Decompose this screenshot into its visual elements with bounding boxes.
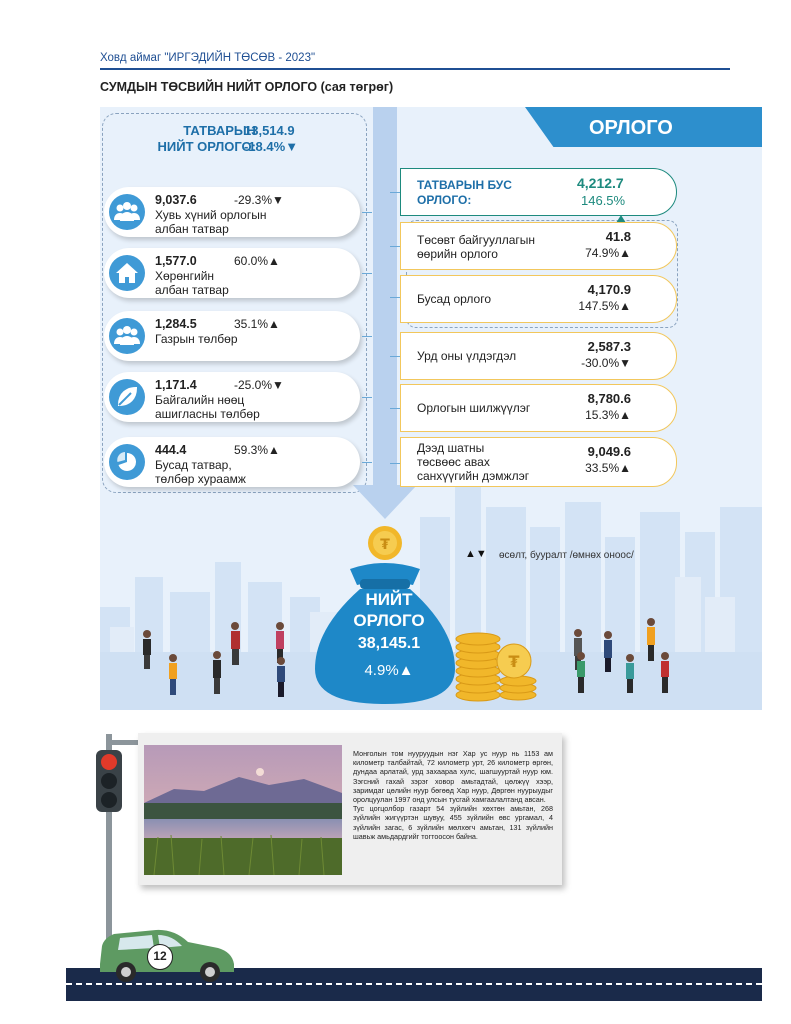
red-lamp-icon	[101, 754, 117, 770]
revenue-item-name-line2: өөрийн орлого	[417, 247, 498, 261]
tax-item-value: 9,037.6	[155, 193, 197, 207]
tax-total-label-line1: ТАТВАРЫН	[183, 123, 256, 138]
nontax-revenue-change: 146.5%	[581, 193, 626, 208]
yellow-lamp-icon	[101, 773, 117, 789]
revenue-item-name-line2: төсвөөс авах	[417, 455, 490, 469]
tax-item-name-line2: төлбөр хураамж	[155, 472, 246, 486]
tax-item-name-line2: албан татвар	[155, 283, 229, 297]
revenue-item-value: 9,049.6	[587, 444, 631, 459]
tax-item-name-line1: Байгалийн нөөц	[155, 393, 245, 407]
tax-item-name-line2: албан татвар	[155, 222, 229, 236]
tax-item-change: 35.1%▲	[234, 317, 280, 331]
lake-photo	[144, 745, 342, 875]
traffic-light-arm	[106, 740, 142, 745]
tax-item-name-line1: Хувь хүний орлогын	[155, 208, 267, 222]
info-text	[353, 749, 553, 841]
nontax-label-line1: ТАТВАРЫН БУС	[417, 178, 512, 192]
revenue-item-value: 4,170.9	[587, 282, 631, 297]
legend-text: өсөлт, бууралт /өмнөх оноос/	[499, 550, 634, 561]
document-header: Ховд аймаг "ИРГЭДИЙН ТӨСӨВ - 2023"	[100, 52, 316, 64]
tax-item-change: -29.3%▼	[234, 193, 284, 207]
info-paragraph: Монголын том нууруудын нэг Хар ус нуур нь 1153 ам километр талбайтай, 72 километр урт, 26 километр өргөн, дундаа арлатай, урд захаараа хулс, шагшууртай нуур юм. Зэгсний гахай зэрэг ховор амьтадтай, цөлжүү хээр, заримдаг цөлийн нуур бөгөөд Хар нуур, Дөргөн нуурыудыг оролцуулан 1997 онд улсын тусгай хамгаалалтанд авсан.	[353, 749, 553, 805]
total-revenue-change: 4.9%▲	[364, 662, 414, 679]
tax-total-value: 13,514.9	[244, 123, 295, 138]
tax-item-value: 1,284.5	[155, 317, 197, 331]
green-lamp-icon	[101, 792, 117, 808]
tax-item-value: 1,171.4	[155, 378, 197, 392]
tax-item-change: -25.0%▼	[234, 378, 284, 392]
revenue-item-value: 2,587.3	[587, 339, 631, 354]
section-title: СУМДЫН ТӨСВИЙН НИЙТ ОРЛОГО (сая төгрөг)	[100, 80, 394, 94]
revenue-item-change: 74.9%▲	[585, 246, 631, 260]
revenue-item-change: 15.3%▲	[585, 408, 631, 422]
tax-total-change: -18.4%▼	[244, 139, 299, 154]
revenue-item-name-line1: Төсөвт байгууллагын	[417, 233, 536, 247]
tax-item-name-line1: Бусад татвар,	[155, 458, 232, 472]
svg-text:₮: ₮	[380, 537, 390, 553]
revenue-item-name-line3: санхүүгийн дэмжлэг	[417, 469, 530, 483]
revenue-item-change: -30.0%▼	[581, 356, 631, 370]
tax-item-value: 444.4	[155, 443, 187, 457]
revenue-item-name-line1: Бусад орлого	[417, 292, 492, 306]
total-revenue-value: 38,145.1	[357, 635, 421, 652]
revenue-tab-label: ОРЛОГО	[589, 117, 673, 139]
revenue-item-name-line1: Орлогын шилжүүлэг	[417, 401, 531, 415]
info-card	[138, 733, 562, 885]
total-revenue-label-line1: НИЙТ	[365, 590, 413, 609]
header-divider	[100, 68, 730, 70]
nontax-revenue-value: 4,212.7	[577, 175, 624, 191]
svg-text:₮: ₮	[508, 652, 520, 671]
revenue-item-name-line1: Урд оны үлдэгдэл	[417, 349, 517, 363]
page-number: 12	[147, 944, 173, 970]
tax-item-name-line1: Газрын төлбөр	[155, 332, 238, 346]
total-revenue-label-line2: ОРЛОГО	[353, 611, 425, 630]
revenue-item-change: 147.5%▲	[578, 299, 631, 313]
revenue-item-change: 33.5%▲	[585, 461, 631, 475]
revenue-item-value: 41.8	[605, 229, 631, 244]
revenue-infographic	[100, 107, 762, 710]
tax-item-value: 1,577.0	[155, 254, 197, 268]
revenue-item-name-line1: Дээд шатны	[417, 441, 485, 455]
tax-total-label-line2: НИЙТ ОРЛОГО:	[157, 139, 256, 154]
tax-item-change: 60.0%▲	[234, 254, 280, 268]
tax-item-name-line2: ашигласны төлбөр	[155, 407, 260, 421]
traffic-light-icon	[96, 750, 122, 812]
tax-item-name-line1: Хөрөнгийн	[155, 269, 215, 283]
legend-arrows-icon: ▲▼	[465, 548, 487, 560]
info-paragraph: Тус цогцолбор газарт 54 зүйлийн хөхтөн амьтан, 268 зүйлийн жигүүртэн шувуу, 455 зүйлийн өвс ургамал, 4 зүйлийн загас, 6 зүйлийн мөлхөгч амьтан, 131 зүйлийн шавьж амьдардгийг тогтоосон байна.	[353, 804, 553, 841]
nontax-label-line2: ОРЛОГО:	[417, 193, 472, 207]
tax-item-change: 59.3%▲	[234, 443, 280, 457]
revenue-item-value: 8,780.6	[587, 391, 631, 406]
people-illustration	[100, 107, 762, 710]
